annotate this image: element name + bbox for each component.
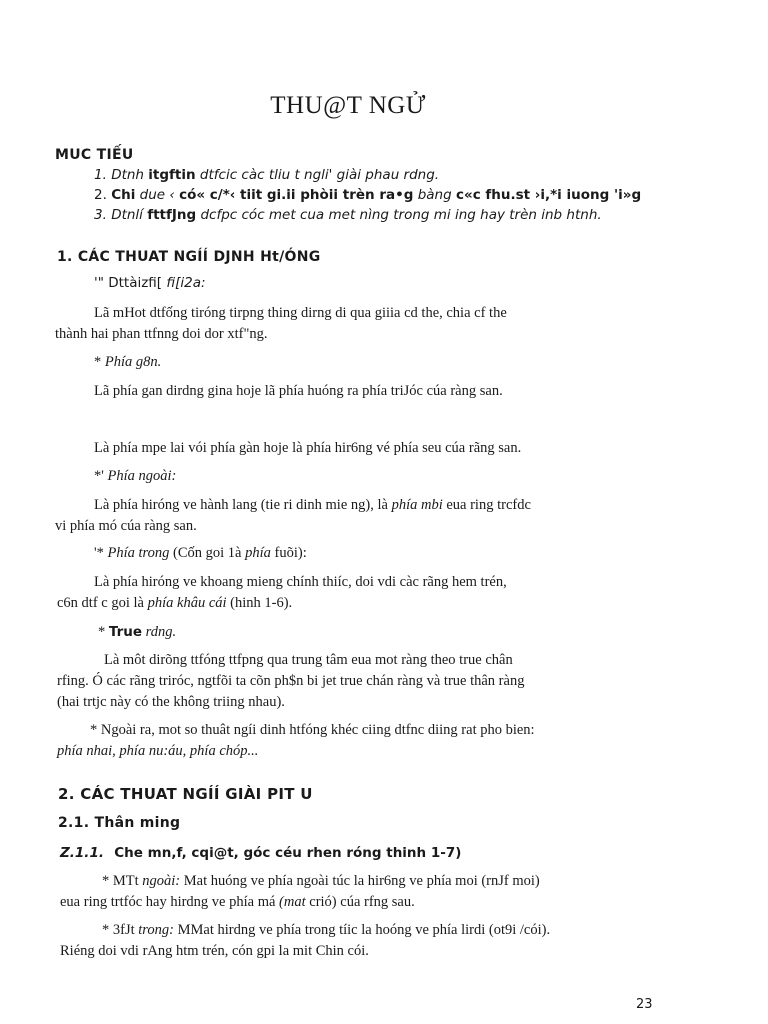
subheading-a xyxy=(94,275,206,291)
subheading-prefix: *' xyxy=(94,468,104,484)
paragraph-line: * Ngoài ra, mot so thuât ngíi dinh htfóng khéc ciing dtfnc diing rat pho bien: xyxy=(90,722,535,738)
objective-item-3 xyxy=(94,207,602,223)
objective-bold: fttfJng xyxy=(147,207,197,223)
paragraph-line: Là phía mpe lai vói phía gàn hoje là phía hir6ng vé phía seu cúa rãng san. xyxy=(94,440,522,456)
objective-number: 3. xyxy=(94,207,107,223)
text-run-italic: ngoài: xyxy=(142,873,181,889)
text-run: MMat hirdng ve phía trong tíic la hoóng ve phía lirdi (ot9i /cói). xyxy=(177,922,551,938)
objective-text-italic: due ‹ xyxy=(139,187,175,203)
text-run: Mat huóng ve phía ngoài túc la hir6ng ve phía moi (rnJf moi) xyxy=(183,873,540,889)
section-2-heading: 2. CÁC THUAT NGÍÍ GIÀI PIT U xyxy=(58,785,313,803)
objective-number: 1. xyxy=(94,167,107,183)
paragraph-line xyxy=(57,595,292,612)
paragraph-line: thành hai phan ttfnng doi dor xtf"ng. xyxy=(55,326,268,342)
paragraph-line: Lã phía gan dirdng gina hoje lã phía huóng ra phía triJóc cúa ràng san. xyxy=(94,383,503,399)
text-run: * MTt xyxy=(102,873,139,889)
paragraph-line: vi phía mó cúa ràng san. xyxy=(55,518,197,534)
paragraph-line xyxy=(102,873,540,890)
objective-lead: Dtnh xyxy=(111,167,144,183)
text-run: crió) cúa rfng sau. xyxy=(309,894,415,910)
subheading-text: Phía g8n. xyxy=(104,354,162,370)
subheading-prefix: * xyxy=(94,354,102,370)
objective-text: có« c/*‹ tiit gi.ii phòii trèn ra•g xyxy=(179,187,414,203)
paragraph-line: Riéng doi vdi rAng htm trén, cón gpi la mit Chin cói. xyxy=(60,943,369,959)
paragraph-line: Là phía hiróng ve khoang mieng chính thiíc, doi vdi càc rãng hem trén, xyxy=(94,574,507,590)
text-run-italic: phía khâu cái xyxy=(147,595,227,611)
objective-text-2: c«c fhu.st ›i,*i iuong 'i»g xyxy=(455,187,642,203)
text-run: * 3fJt xyxy=(102,922,135,938)
page-title: THU@T NGỬ xyxy=(270,92,426,119)
subheading-prefix: '* xyxy=(94,545,104,561)
objective-lead: Dtnlí xyxy=(111,207,143,223)
subheading-e xyxy=(94,545,307,562)
page-number: 23 xyxy=(636,997,653,1012)
objective-bold: itgftin xyxy=(148,167,196,183)
text-run: c6n dtf c goi là xyxy=(57,595,144,611)
subheading-prefix: * xyxy=(98,624,106,640)
subheading-prefix: '" Dttàizfi[ xyxy=(94,275,163,291)
subsubsection-heading xyxy=(60,845,461,861)
objective-item-2 xyxy=(94,187,641,203)
section-1-heading: 1. CÁC THUAT NGÍÍ DJNH Ht/ÓNG xyxy=(57,249,321,265)
paragraph-line xyxy=(60,894,415,911)
paragraph-line: (hai trtjc này có the không triing nhau). xyxy=(57,694,285,710)
subheading-bold: True xyxy=(108,624,143,640)
objective-number: 2. xyxy=(94,187,107,203)
text-run: (hinh 1-6). xyxy=(230,595,293,611)
text-run: eua ring trtfóc hay hirdng ve phía má xyxy=(60,894,276,910)
subheading-text: Phía trong xyxy=(107,545,170,561)
subsection-heading: 2.1. Thân ming xyxy=(58,815,181,831)
paragraph-line: Lã mHot dtfống tiróng tirpng thing dirng di qua giiia cd the, chia cf the xyxy=(94,305,507,321)
subsubsection-title: Che mn,f, cqi@t, góc céu rhen róng thinh 1-7) xyxy=(114,845,462,861)
subsubsection-number: Z.1.1. xyxy=(60,845,104,861)
objective-text: dcfpc cóc met cua met nìng trong mi ing hay trèn inb htnh. xyxy=(200,207,602,223)
text-run: Là phía hiróng ve hành lang (tie ri dinh mie ng), là xyxy=(94,497,388,513)
paragraph-line xyxy=(94,497,531,514)
objective-item-1 xyxy=(94,167,439,183)
subheading-b xyxy=(94,354,161,371)
text-run: eua ring trcfdc xyxy=(446,497,531,513)
paragraph-line: Là môt dirõng ttfóng ttfpng qua trung tâm eua mot ràng theo true chân xyxy=(104,652,513,668)
paragraph-line: rfing. Ó các rãng triróc, ngtfõi ta cõn ph$n bi jet true chán ràng và true thân ràng xyxy=(57,673,525,689)
text-run-italic: phía xyxy=(245,545,271,561)
paragraph-line: phía nhai, phía nu:áu, phía chóp... xyxy=(57,743,259,759)
subheading-text: fi[i2a: xyxy=(166,275,206,291)
text-run-italic: phía mbi xyxy=(391,497,443,513)
objective-bold: Chi xyxy=(111,187,136,203)
text-run: fuõi): xyxy=(274,545,307,561)
text-run-italic: (mat xyxy=(279,894,306,910)
objective-text-italic-2: bàng xyxy=(417,187,452,203)
objectives-heading: MUC TIẾU xyxy=(55,147,134,163)
objective-text: dtfcic càc tliu t ngli' giài phau rdng. xyxy=(199,167,440,183)
subheading-text: Phía ngoài: xyxy=(107,468,177,484)
subheading-f xyxy=(98,624,176,641)
subheading-text: rdng. xyxy=(145,624,177,640)
text-run-italic: trong: xyxy=(138,922,174,938)
text-run: (Cốn goi 1à xyxy=(173,545,242,561)
subheading-d xyxy=(94,468,176,485)
paragraph-line xyxy=(102,922,550,939)
